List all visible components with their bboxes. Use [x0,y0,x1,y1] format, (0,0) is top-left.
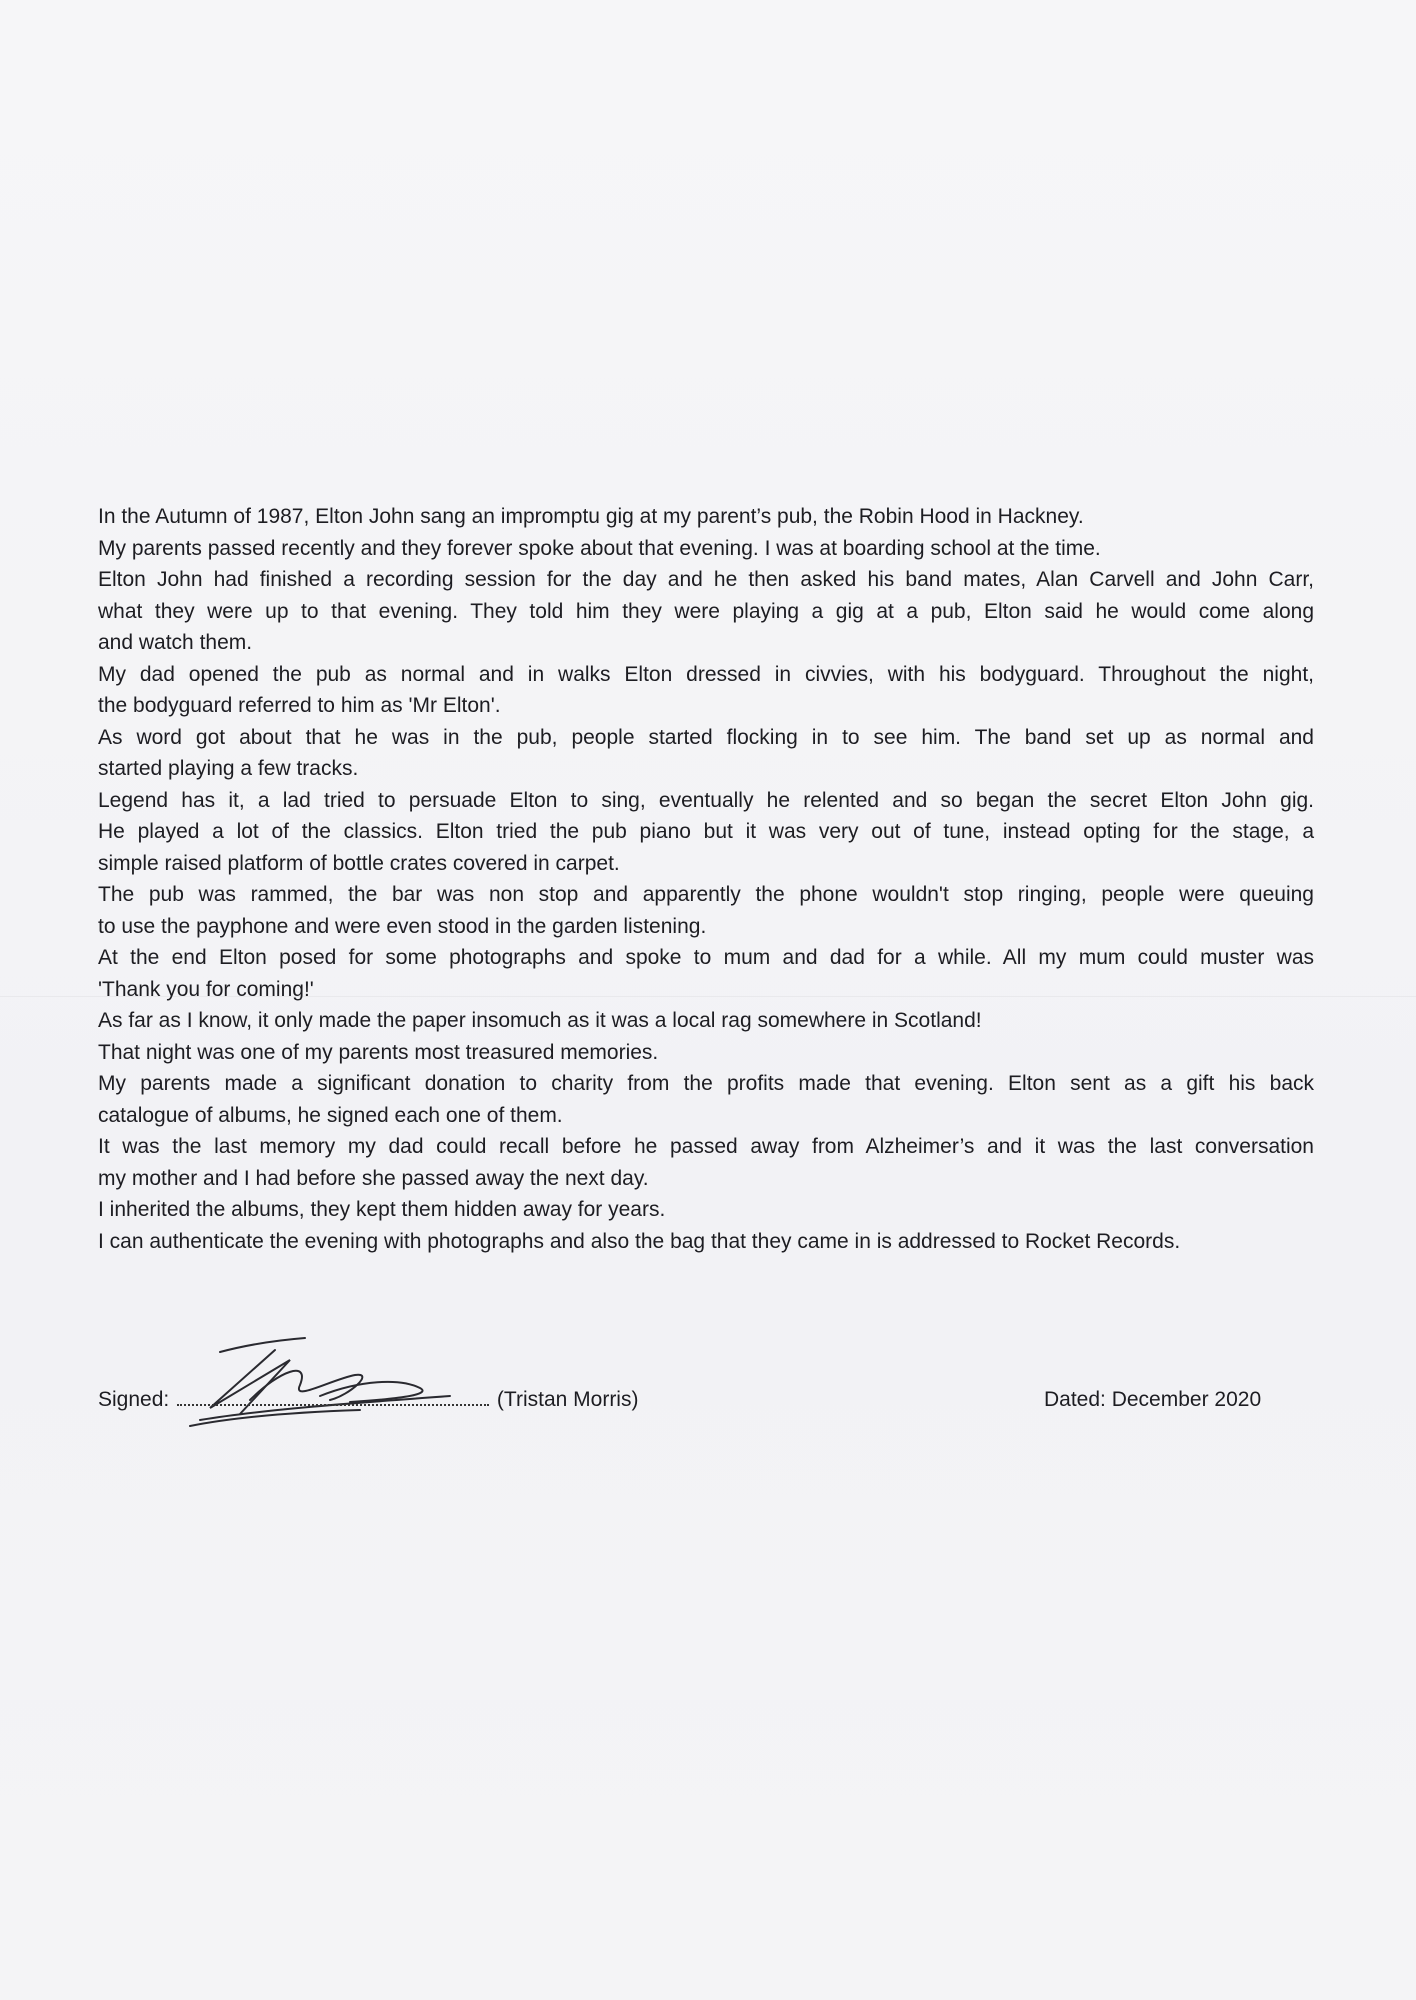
text-line: Elton John had finished a recording session for the day and he then asked his band mates, Alan Carvell and John Carr, [98,568,1314,591]
signer-name: (Tristan Morris) [496,1388,639,1411]
paragraph [98,533,1314,565]
handwritten-signature [180,1330,500,1430]
signed-label: Signed: [98,1388,170,1411]
paragraph [98,1068,1314,1131]
paragraph [98,1037,1314,1069]
text-line: the bodyguard referred to him as 'Mr Elton'. [98,694,501,717]
text-line: Legend has it, a lad tried to persuade Elton to sing, eventually he relented and so began the secret Elton John gig. [98,788,1314,812]
text-line: I inherited the albums, they kept them hidden away for years. [98,1198,666,1221]
paragraph [98,564,1314,659]
paragraph [98,659,1314,722]
text-line: In the Autumn of 1987, Elton John sang an impromptu gig at my parent’s pub, the Robin Hood in Hackney. [98,505,1084,528]
text-line: and watch them. [98,631,253,654]
letter-body [98,501,1314,1257]
paragraph [98,1005,1314,1037]
paragraph [98,1194,1314,1226]
text-line: That night was one of my parents most treasured memories. [98,1040,659,1064]
text-line: I can authenticate the evening with photographs and also the bag that they came in is addressed to Rocket Records. [98,1229,1181,1253]
signature-line [98,1385,638,1415]
text-line: As word got about that he was in the pub, people started flocking in to see him. The band set up as normal and [98,725,1314,749]
paragraph [98,722,1314,785]
text-line: He played a lot of the classics. Elton tried the pub piano but it was very out of tune, instead opting for the stage, a [98,820,1314,843]
paragraph [98,1131,1314,1194]
text-line: my mother and I had before she passed away the next day. [98,1166,649,1190]
paragraph [98,1226,1314,1258]
text-line: The pub was rammed, the bar was non stop and apparently the phone wouldn't stop ringing, people were queuing [98,883,1314,906]
text-line: My parents made a significant donation to charity from the profits made that evening. Elton sent as a gift his back [98,1072,1314,1095]
paragraph [98,501,1314,533]
text-line: to use the payphone and were even stood in the garden listening. [98,914,707,938]
text-line: what they were up to that evening. They told him they were playing a gig at a pub, Elton said he would come along [98,599,1314,623]
paragraph [98,879,1314,942]
text-line: As far as I know, it only made the paper insomuch as it was a local rag somewhere in Scotland! [98,1009,982,1032]
paragraph [98,942,1314,1005]
text-line: It was the last memory my dad could recall before he passed away from Alzheimer’s and it was the last conversation [98,1135,1314,1158]
text-line: 'Thank you for coming!' [98,977,314,1001]
text-line: simple raised platform of bottle crates covered in carpet. [98,851,620,875]
text-line: started playing a few tracks. [98,757,359,780]
paragraph [98,785,1314,880]
text-line: My parents passed recently and they forever spoke about that evening. I was at boarding school at the time. [98,536,1101,560]
text-line: My dad opened the pub as normal and in walks Elton dressed in civvies, with his bodyguard. Throughout the night, [98,662,1314,686]
signature-dotted-line [177,1388,489,1406]
date-line: Dated: December 2020 [1044,1388,1262,1411]
text-line: catalogue of albums, he signed each one of them. [98,1103,563,1127]
text-line: At the end Elton posed for some photographs and spoke to mum and dad for a while. All my mum could muster was [98,946,1314,969]
